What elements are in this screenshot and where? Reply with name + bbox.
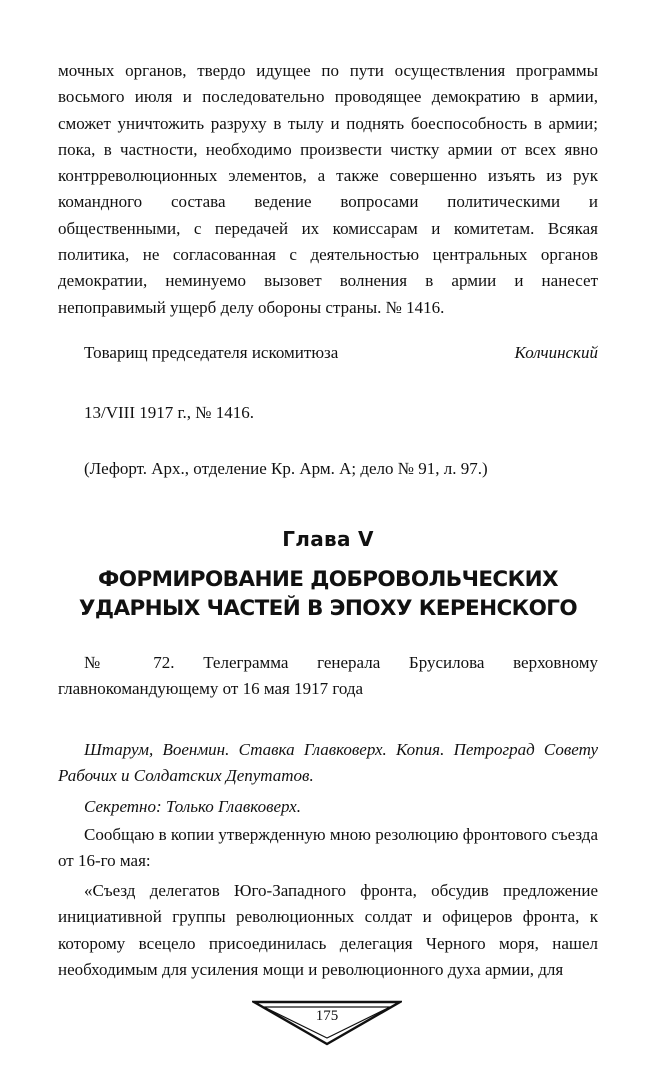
signatory-name: Колчинский	[514, 343, 598, 362]
page-number: 175	[315, 1008, 339, 1024]
chapter-title-line-2: УДАРНЫХ ЧАСТЕЙ В ЭПОХУ КЕРЕНСКОГО	[78, 596, 578, 621]
quote-paragraph: «Съезд делегатов Юго-Западного фронта, обсудив предложение инициативной группы революционных солдат и офицеров фронта, к которому всецело присоединилась делегация Черного моря, нашел необходимым для усиления мощи и революционного духа армии, для	[58, 881, 598, 979]
secret-line: Секретно: Только Главковерх.	[84, 797, 301, 816]
intro-paragraph: Сообщаю в копии утвержденную мною резолюцию фронтового съезда от 16-го мая:	[58, 825, 598, 871]
chapter-title-line-1: ФОРМИРОВАНИЕ ДОБРОВОЛЬЧЕСКИХ	[98, 567, 558, 592]
document-heading: № 72. Телеграмма генерала Брусилова верховному главнокомандующему от 16 мая 1917 года	[58, 653, 598, 699]
date-line: 13/VIII 1917 г., № 1416.	[84, 403, 255, 422]
chapter-title	[40, 565, 616, 623]
chapter-label: Глава V	[282, 527, 374, 551]
source-citation: (Лефорт. Арх., отделение Кр. Арм. А; дело № 91, л. 97.)	[84, 459, 488, 478]
address-line: Штарум, Военмин. Ставка Главковерх. Копия. Петроград Совету Рабочих и Солдатских Депутатов.	[58, 740, 598, 786]
signatory-position: Товарищ председателя искомитюза	[84, 343, 339, 362]
signature-line	[58, 340, 598, 366]
continuation-paragraph: мочных органов, твердо идущее по пути осуществления программы восьмого июля и последовательно проводящее демократию в армии, сможет уничтожить разруху в тылу и поднять боеспособность в армии; пока, в частности, необходимо произвести чистку армии от всех явно контрреволюционных элементов, а также совершенно изъять из рук командного состава ведение вопросами политическими и общественными, с передачей их комиссарам и комитетам. Всякая политика, не согласованная с деятельностью центральных органов демократии, неминуемо вызовет волнения в армии и нанесет непоправимый ущерб делу обороны страны. № 1416.	[58, 61, 598, 317]
